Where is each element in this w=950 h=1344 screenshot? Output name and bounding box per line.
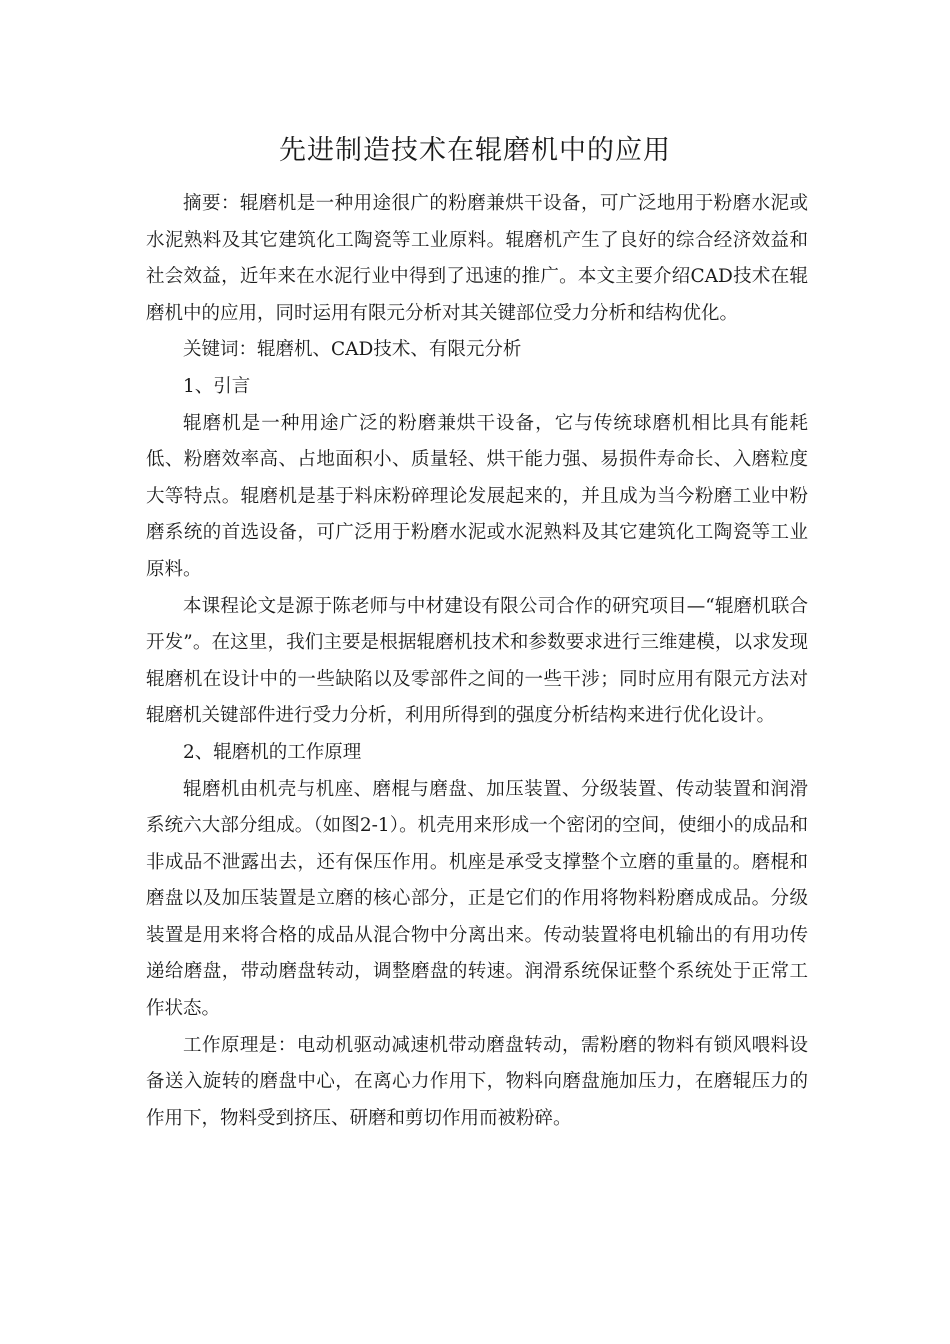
document-body (146, 186, 808, 1137)
introduction-paragraph-2: 本课程论文是源于陈老师与中材建设有限公司合作的研究项目—“辊磨机联合开发”。在这里，我们主要是根据辊磨机技术和参数要求进行三维建模，以求发现辊磨机在设计中的一些缺陷以及零部件之间的一些干涉；同时应用有限元方法对辊磨机关键部件进行受力分析，利用所得到的强度分析结构来进行优化设计。 (146, 595, 808, 727)
abstract-paragraph: 摘要：辊磨机是一种用途很广的粉磨兼烘干设备，可广泛地用于粉磨水泥或水泥熟料及其它建筑化工陶瓷等工业原料。辊磨机产生了良好的综合经济效益和社会效益，近年来在水泥行业中得到了迅速的推广。本文主要介绍CAD技术在辊磨机中的应用，同时运用有限元分析对其关键部位受力分析和结构优化。 (146, 193, 808, 324)
keywords-paragraph: 关键词：辊磨机、CAD技术、有限元分析 (183, 339, 522, 361)
section-heading-working-principle: 2、辊磨机的工作原理 (183, 741, 362, 763)
working-principle-paragraph-1: 辊磨机由机壳与机座、磨棍与磨盘、加压装置、分级装置、传动装置和润滑系统六大部分组成。（如图2-1）。机壳用来形成一个密闭的空间，使细小的成品和非成品不泄露出去，还有保压作用。机座是承受支撑整个立磨的重量的。磨棍和磨盘以及加压装置是立磨的核心部分，正是它们的作用将物料粉磨成成品。分级装置是用来将合格的成品从混合物中分离出来。传动装置将电机输出的有用功传递给磨盘，带动磨盘转动，调整磨盘的转速。润滑系统保证整个系统处于正常工作状态。 (146, 778, 808, 1020)
section-heading-introduction: 1、引言 (183, 375, 251, 397)
page-title: 先进制造技术在辊磨机中的应用 (279, 135, 671, 166)
introduction-paragraph-1: 辊磨机是一种用途广泛的粉磨兼烘干设备，它与传统球磨机相比具有能耗低、粉磨效率高、占地面积小、质量轻、烘干能力强、易损件寿命长、入磨粒度大等特点。辊磨机是基于料床粉碎理论发展起来的，并且成为当今粉磨工业中粉磨系统的首选设备，可广泛用于粉磨水泥或水泥熟料及其它建筑化工陶瓷等工业原料。 (146, 412, 808, 580)
working-principle-paragraph-2: 工作原理是：电动机驱动减速机带动磨盘转动，需粉磨的物料有锁风喂料设备送入旋转的磨盘中心，在离心力作用下，物料向磨盘施加压力，在磨辊压力的作用下，物料受到挤压、研磨和剪切作用而被粉碎。 (146, 1034, 808, 1129)
